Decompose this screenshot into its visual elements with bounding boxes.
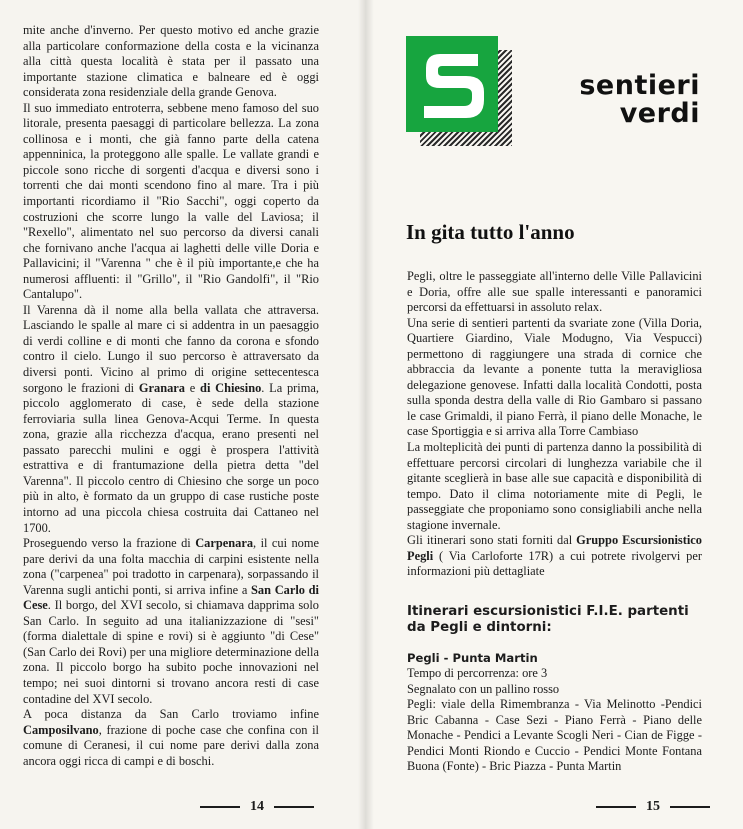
paragraph: Una serie di sentieri partenti da svariate zone (Villa Doria, Quartiere Giardino, Viale Modugno, Via Vespucci) permettono di raggiungere una strada di cornice che abbraccia da levante a ponente tutta la meravigliosa delegazione genovese. Infatti dalla località Condotti, posta sulla sponda destra della valle di Rio Gambaro si passano le case Grimaldi, il piano Ferrà, il piano delle Monache, le case Sportiggia e si arriva alla Torre Cambiaso xyxy=(407,315,702,439)
sentieri-verdi-logo xyxy=(406,36,498,132)
right-page-folio xyxy=(596,799,710,815)
route-title: Pegli - Punta Martin xyxy=(407,651,538,665)
section-title xyxy=(579,72,700,128)
subhead-line2: da Pegli e dintorni: xyxy=(407,620,552,635)
route-entry xyxy=(407,650,702,775)
right-body-text xyxy=(407,269,702,580)
folio-dash-right xyxy=(274,806,314,808)
paragraph: La molteplicità dei punti di partenza danno la possibilità di effettuare percorsi circolari di lunghezza variabile che il gitante sceglierà in base alle sue capacità e disponibilità di tempo. Dato il clima notoriamente mite di Pegli, le passeggiate che proponiamo sono consigliabili anche nella stagione invernale. xyxy=(407,440,702,532)
right-page xyxy=(366,0,743,829)
page-gutter xyxy=(358,0,374,829)
section-title-line1: sentieri xyxy=(579,70,700,101)
paragraph: Proseguendo verso la frazione di Carpenara, il cui nome pare derivi da una folta macchia di carpini esistente nella zona ("carpenea" poi tradotto in carpenara), sorpassando il Varenna sugli antichi ponti, si arriva infine a San Carlo di Cese. Il borgo, del XVI secolo, si chiamava dapprima solo San Carlo. In seguito ad una italianizzazione di "sesi" (forma dialettale di spine e rovi) si è aggiunto "di Cese" (San Carlo dei Rovi) per una migliore determinazione della zona. Il piccolo borgo ha subito poche innovazioni nel tempo; nei suoi dintorni si trovano ancora resti di case contadine del XVI secolo. xyxy=(23,536,319,706)
left-body-text xyxy=(23,23,319,769)
left-page xyxy=(0,0,366,829)
paragraph: Il Varenna dà il nome alla bella vallata che attraversa. Lasciando le spalle al mare ci si addentra in un paesaggio di verdi colline e di monti che fanno da corona e sfondo contro il cielo. Lungo il suo percorso è attraversato da diversi ponti. Vicino al primo di origine settecentesca sorgono le frazioni di Granara e di Chiesino. La prima, piccolo agglomerato di case, è sede della stazione ferroviaria sulla linea Genova-Acqui Terme. In questa zona, grazie alla ricchezza d'acqua, erano presenti nel passato parecchi mulini e oggi è prospera l'attività estrattiva e di frantumazione della pietra detta "del Varenna". Il piccolo centro di Chiesino che sorge un poco più in alto, è formato da un gruppo di case rustiche poste intorno ad una piccola chiesa costruita dai Cattaneo nel 1700. xyxy=(23,302,319,535)
paragraph: Pegli, oltre le passeggiate all'interno delle Ville Pallavicini e Doria, offre alle sue spalle interessanti e panoramici percorsi da effettuarsi in assoluto relax. xyxy=(407,269,702,315)
subhead-line1: Itinerari escursionistici F.I.E. partenti xyxy=(407,604,689,619)
right-page-number: 15 xyxy=(646,799,660,814)
logo-s-letter xyxy=(406,36,498,132)
folio-dash-left xyxy=(596,806,636,808)
section-title-line2: verdi xyxy=(619,98,700,129)
itineraries-subhead xyxy=(407,604,702,636)
folio-dash-left xyxy=(200,806,240,808)
folio-dash-right xyxy=(670,806,710,808)
paragraph: A poca distanza da San Carlo troviamo infine Camposilvano, frazione di poche case che confina con il comune di Ceranesi, il cui nome pare derivi dalla zona ancora oggi ricca di campi e di boschi. xyxy=(23,707,319,768)
article-headline: In gita tutto l'anno xyxy=(406,220,575,244)
route-time: Tempo di percorrenza: ore 3 xyxy=(407,666,548,680)
left-page-number: 14 xyxy=(250,799,264,814)
route-mark: Segnalato con un pallino rosso xyxy=(407,681,560,696)
route-path: Pegli: viale della Rimembranza - Via Melinotto -Pendici Bric Cabanna - Case Sezi - Piano Ferrà - Piano delle Monache - Pendici a Levante Scogli Neri - Cian de Figge - Pendici Monti Riondo e Cuccio - Pendici Monte Fontana Buona (Fonte) - Bric Piazza - Punta Martin xyxy=(407,697,702,774)
paragraph: Gli itinerari sono stati forniti dal Gruppo Escursionistico Pegli ( Via Carloforte 17R) a cui potrete rivolgervi per informazioni più dettagliate xyxy=(407,533,702,579)
paragraph: mite anche d'inverno. Per questo motivo ed anche grazie alla particolare conformazione della costa e la vicinanza alla città questa località è stata per il passato una importante stazione climatica e balneare ed è oggi considerata zona residenziale della grande Genova. xyxy=(23,23,319,100)
paragraph: Il suo immediato entroterra, sebbene meno famoso del suo litorale, presenta paesaggi di particolare bellezza. La zona collinosa e i monti, che già fanno parte della catena appenninica, la proteggono alle spalle. Le vallate grandi e piccole sono ricche di sorgenti d'acqua e diversi sono i torrenti che dai monti scendono fino al mare. Tra i più importanti ricordiamo il "Rio Sacchi", oggi coperto da costruzioni che scorre lungo la valle del Laviosa; il "Rexello", alimentato nel suo percorso da diversi canali che fornivano anche l'acqua ai laghetti delle ville Doria e Pallavicini; il "Varenna " che è il più importante,e che ha numerosi affluenti: il "Grillo", il "Rio Gandolfi", il "Rio Cantalupo". xyxy=(23,100,319,302)
left-page-folio xyxy=(200,799,314,815)
